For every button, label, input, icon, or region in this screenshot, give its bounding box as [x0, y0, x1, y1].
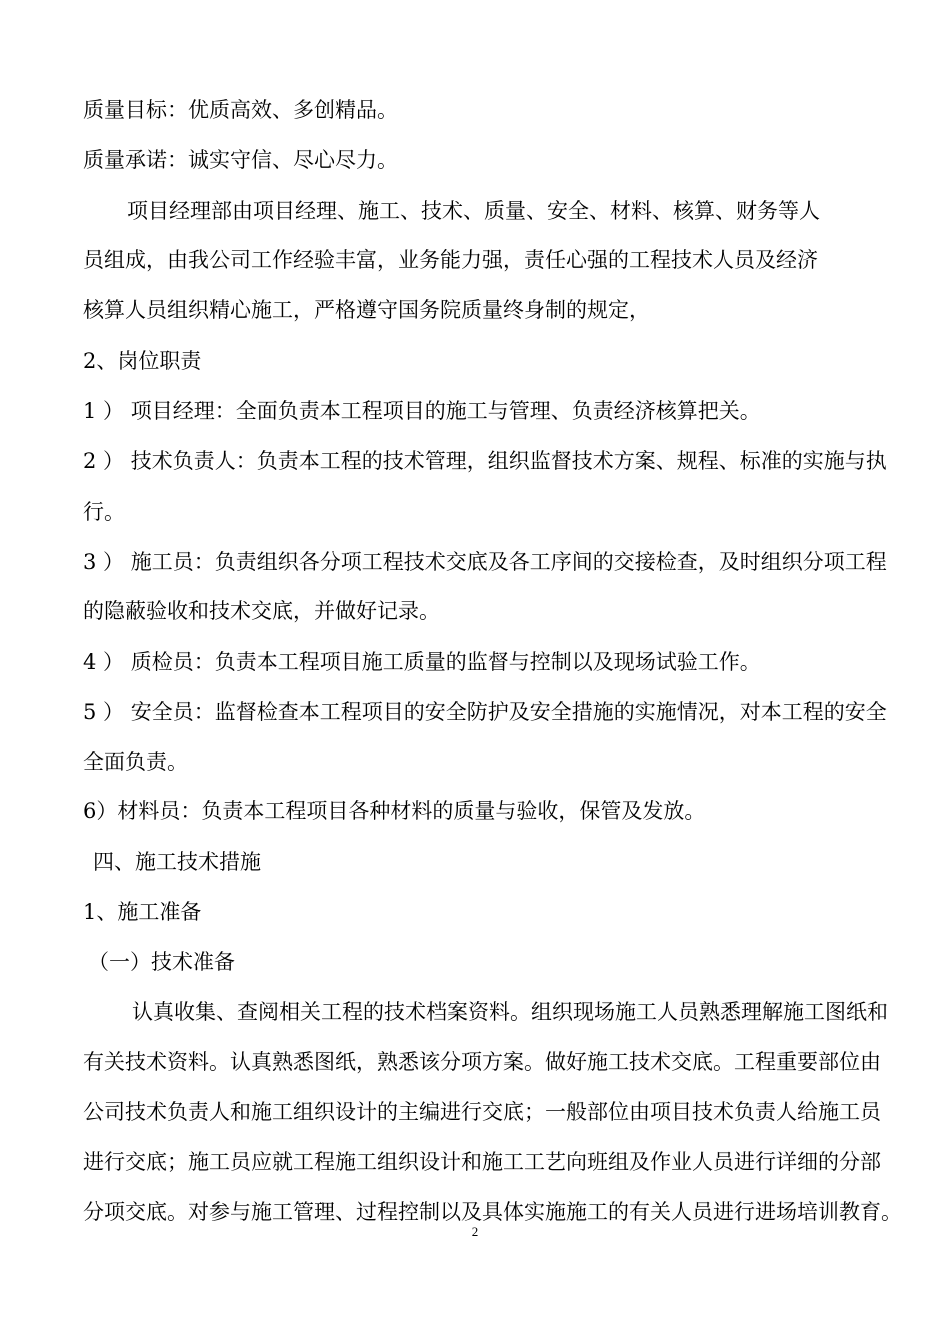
section-heading: 2、岗位职责 — [83, 349, 202, 373]
subsection-heading: （一）技术准备 — [88, 950, 235, 974]
list-item: 4 ） 质检员：负责本工程项目施工质量的监督与控制以及现场试验工作。 — [83, 650, 761, 674]
page-number: 2 — [471, 1224, 479, 1239]
paragraph-line: 公司技术负责人和施工组织设计的主编进行交底；一般部位由项目技术负责人给施工员 — [83, 1100, 881, 1124]
paragraph-line: 员组成，由我公司工作经验丰富，业务能力强，责任心强的工程技术人员及经济 — [83, 248, 818, 272]
paragraph-line: 认真收集、查阅相关工程的技术档案资料。组织现场施工人员熟悉理解施工图纸和 — [132, 1000, 888, 1024]
paragraph-line: 分项交底。对参与施工管理、过程控制以及具体实施施工的有关人员进行进场培训教育。 — [83, 1200, 902, 1224]
list-item-continuation: 行。 — [83, 500, 125, 524]
list-item: 3 ） 施工员：负责组织各分项工程技术交底及各工序间的交接检查，及时组织分项工程 — [83, 550, 887, 574]
chapter-heading: 四、施工技术措施 — [93, 850, 261, 874]
quality-target-line: 质量目标：优质高效、多创精品。 — [83, 98, 398, 122]
paragraph-line: 项目经理部由项目经理、施工、技术、质量、安全、材料、核算、财务等人 — [127, 199, 820, 223]
list-item: 5 ） 安全员：监督检查本工程项目的安全防护及安全措施的实施情况，对本工程的安全 — [83, 700, 887, 724]
list-item: 2 ） 技术负责人：负责本工程的技术管理，组织监督技术方案、规程、标准的实施与执 — [83, 449, 887, 473]
list-item: 1 ） 项目经理：全面负责本工程项目的施工与管理、负责经济核算把关。 — [83, 399, 761, 423]
list-item-continuation: 全面负责。 — [83, 750, 188, 774]
paragraph-line: 进行交底；施工员应就工程施工组织设计和施工工艺向班组及作业人员进行详细的分部 — [83, 1150, 881, 1174]
paragraph-line: 核算人员组织精心施工，严格遵守国务院质量终身制的规定， — [83, 298, 650, 322]
quality-promise-line: 质量承诺：诚实守信、尽心尽力。 — [83, 148, 398, 172]
section-heading: 1、施工准备 — [83, 900, 202, 924]
paragraph-line: 有关技术资料。认真熟悉图纸，熟悉该分项方案。做好施工技术交底。工程重要部位由 — [83, 1050, 881, 1074]
list-item-continuation: 的隐蔽验收和技术交底，并做好记录。 — [83, 599, 440, 623]
list-item: 6）材料员：负责本工程项目各种材料的质量与验收，保管及发放。 — [83, 799, 706, 823]
